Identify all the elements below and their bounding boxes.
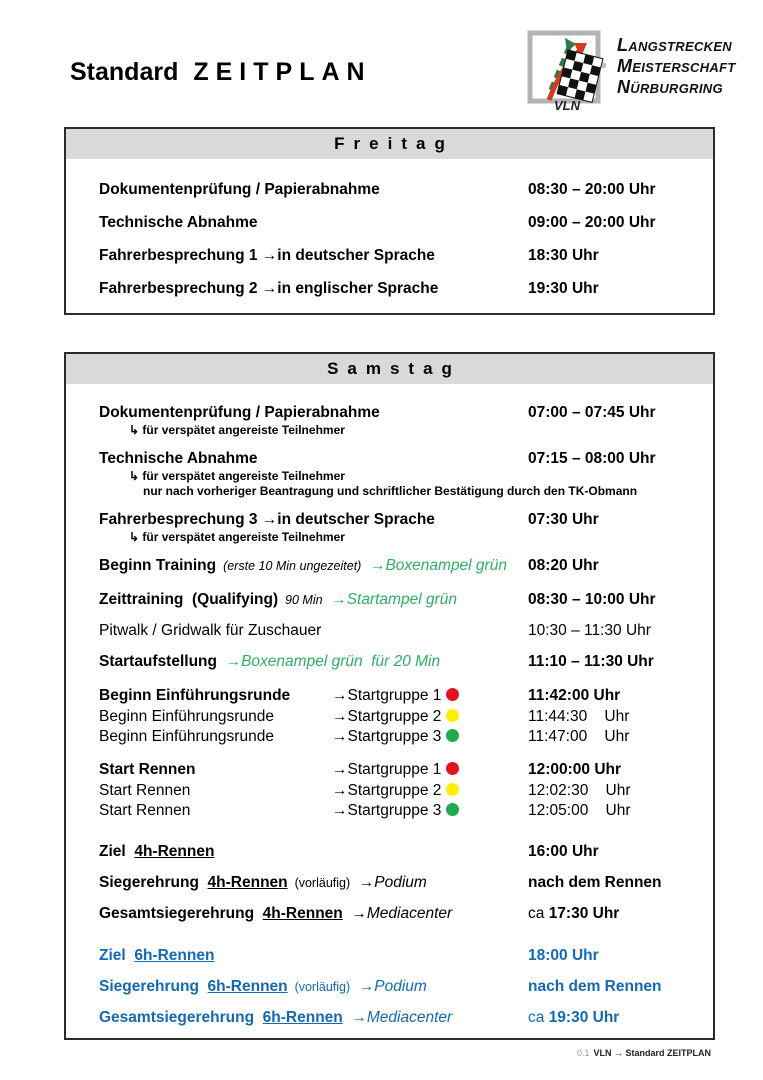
text-segment: Beginn Training (99, 557, 217, 574)
text-segment: Fahrerbesprechung 3 →in deutscher Sprache (99, 511, 435, 528)
event-time (528, 782, 713, 800)
text-segment: Gesamtsiegerehrung (99, 905, 263, 922)
event-time (528, 279, 713, 299)
event-time (528, 590, 713, 610)
logo-wordmark (617, 30, 736, 98)
text-segment: 08:20 Uhr (528, 557, 599, 574)
text-segment: →Podium (350, 978, 427, 995)
text-segment: →Mediacenter (342, 1009, 453, 1026)
text-segment: 18:00 Uhr (528, 947, 599, 964)
text-segment: Siegerehrung (99, 874, 208, 891)
event-label (99, 782, 332, 800)
start-group (332, 760, 528, 780)
event-time (528, 556, 713, 576)
red-light-icon (446, 762, 459, 775)
text-segment: Start Rennen (99, 782, 191, 799)
page-title-left: Standard (70, 58, 179, 86)
text-segment: ca (528, 1009, 549, 1026)
event-label (99, 621, 528, 641)
schedule-note-row (99, 423, 713, 438)
event-time (528, 802, 713, 820)
event-label (99, 510, 528, 530)
text-segment: 11:44:30 Uhr (528, 708, 630, 725)
schedule-row (99, 946, 713, 966)
text-segment: Gesamtsiegerehrung (99, 1009, 263, 1026)
text-segment: 6h-Rennen (262, 1009, 343, 1026)
text-segment: ca (528, 905, 549, 922)
event-label (99, 590, 528, 610)
event-label (99, 403, 528, 423)
event-label (99, 873, 528, 893)
green-light-icon (446, 803, 459, 816)
event-time (528, 652, 713, 672)
text-segment: 6h-Rennen (134, 947, 215, 964)
event-time (528, 1008, 713, 1028)
text-segment: nur nach vorheriger Beantragung und schriftlicher Bestätigung durch den TK-Obmann (143, 484, 638, 498)
schedule-row (99, 782, 713, 800)
text-segment: Beginn Einführungsrunde (99, 728, 274, 745)
section-samstag (64, 352, 715, 1040)
text-segment: →Startgruppe 3 (332, 802, 442, 819)
text-segment: ↳ für verspätet angereiste Teilnehmer (129, 423, 345, 437)
footer-version: 0.1 (576, 1048, 590, 1058)
event-label (99, 213, 528, 233)
text-segment: Siegerehrung (99, 978, 208, 995)
text-segment: 6h-Rennen (207, 978, 288, 995)
event-label (99, 760, 332, 780)
event-label (99, 279, 528, 299)
text-segment: Dokumentenprüfung / Papierabnahme (99, 181, 380, 198)
start-group (332, 802, 528, 820)
text-segment: →Startampel grün (322, 591, 457, 608)
text-segment: 12:00:00 Uhr (528, 761, 622, 778)
text-segment: Technische Abnahme (99, 214, 258, 231)
red-light-icon (446, 688, 459, 701)
footer-label: VLN → Standard ZEITPLAN (593, 1048, 711, 1058)
event-time (528, 213, 713, 233)
text-segment: →Startgruppe 2 (332, 782, 442, 799)
section-freitag-header: Freitag (66, 129, 713, 159)
schedule-row (99, 556, 713, 576)
event-label (99, 946, 528, 966)
event-label (99, 904, 528, 924)
event-time (528, 873, 713, 893)
event-label (99, 977, 528, 997)
text-segment: Pitwalk / Gridwalk für Zuschauer (99, 622, 322, 639)
schedule-row (99, 590, 713, 610)
schedule-row (99, 621, 713, 641)
text-segment: →Startgruppe 3 (332, 728, 442, 745)
text-segment: 4h-Rennen (262, 905, 343, 922)
start-group (332, 728, 528, 746)
text-segment: 08:30 – 20:00 Uhr (528, 181, 656, 198)
section-freitag (64, 127, 715, 315)
event-time (528, 977, 713, 997)
event-label (99, 652, 528, 672)
event-label (99, 246, 528, 266)
text-segment: →Boxenampel grün für 20 Min (216, 653, 441, 670)
text-segment: 11:42:00 Uhr (528, 687, 621, 704)
start-group (332, 686, 528, 706)
logo-line-1: Langstrecken (617, 35, 732, 55)
schedule-row (99, 213, 713, 233)
text-segment: 09:00 – 20:00 Uhr (528, 214, 656, 231)
text-segment: 19:30 Uhr (548, 1009, 620, 1026)
schedule-row (99, 1008, 713, 1028)
schedule-row (99, 510, 713, 530)
event-time (528, 946, 713, 966)
text-segment: 11:10 – 11:30 Uhr (528, 653, 654, 670)
text-segment: →Startgruppe 1 (332, 761, 442, 778)
vln-logo-icon (524, 30, 610, 114)
text-segment: Fahrerbesprechung 1 →in deutscher Sprache (99, 247, 435, 264)
green-light-icon (446, 729, 459, 742)
registered-mark: ® (601, 63, 607, 70)
text-segment: Beginn Einführungsrunde (99, 687, 291, 704)
schedule-row (99, 279, 713, 299)
schedule-row (99, 873, 713, 893)
text-segment: (erste 10 Min ungezeitet) (216, 559, 362, 573)
event-time (528, 510, 713, 530)
text-segment: 4h-Rennen (207, 874, 288, 891)
text-segment: Beginn Einführungsrunde (99, 708, 274, 725)
text-segment: (vorläufig) (287, 980, 351, 994)
schedule-row (99, 652, 713, 672)
text-segment: 12:05:00 Uhr (528, 802, 631, 819)
schedule-row (99, 904, 713, 924)
event-label (99, 802, 332, 820)
text-segment: ↳ für verspätet angereiste Teilnehmer (129, 469, 345, 483)
schedule-row (99, 180, 713, 200)
text-segment: 08:30 – 10:00 Uhr (528, 591, 656, 608)
section-samstag-rows (66, 384, 713, 1028)
page-footer (64, 1048, 711, 1058)
yellow-light-icon (446, 783, 459, 796)
yellow-light-icon (446, 709, 459, 722)
schedule-row (99, 842, 713, 862)
schedule-note-row (99, 530, 713, 545)
page-title-right: ZEITPLAN (193, 58, 372, 86)
text-segment: →Boxenampel grün (361, 557, 507, 574)
event-time (528, 728, 713, 746)
text-segment: Zeittraining (Qualifying) (99, 591, 279, 608)
schedule-row (99, 403, 713, 423)
text-segment: Ziel (99, 947, 135, 964)
text-segment: →Mediacenter (342, 905, 453, 922)
text-segment: Technische Abnahme (99, 450, 258, 467)
text-segment: nach dem Rennen (528, 978, 662, 995)
schedule-row (99, 449, 713, 469)
text-segment: Dokumentenprüfung / Papierabnahme (99, 404, 380, 421)
page-title (70, 58, 372, 87)
event-label (99, 686, 332, 706)
event-time (528, 842, 713, 862)
logo-line-2: Meisterschaft (617, 56, 736, 76)
text-segment: 18:30 Uhr (528, 247, 599, 264)
text-segment: 07:00 – 07:45 Uhr (528, 404, 656, 421)
event-time (528, 449, 713, 469)
text-segment: 07:30 Uhr (528, 511, 599, 528)
start-group (332, 708, 528, 726)
event-time (528, 621, 713, 641)
text-segment: →Podium (350, 874, 427, 891)
event-label (99, 728, 332, 746)
text-segment: nach dem Rennen (528, 874, 662, 891)
event-time (528, 904, 713, 924)
start-group (332, 782, 528, 800)
event-label (99, 556, 528, 576)
text-segment: ↳ für verspätet angereiste Teilnehmer (129, 530, 345, 544)
event-time (528, 708, 713, 726)
text-segment: 11:47:00 Uhr (528, 728, 630, 745)
text-segment: →Startgruppe 1 (332, 687, 442, 704)
event-label (99, 180, 528, 200)
text-segment: (vorläufig) (287, 876, 351, 890)
text-segment: 19:30 Uhr (528, 280, 599, 297)
schedule-row (99, 802, 713, 820)
event-time (528, 246, 713, 266)
text-segment: Ziel (99, 843, 135, 860)
schedule-row (99, 246, 713, 266)
schedule-row (99, 977, 713, 997)
event-time (528, 403, 713, 423)
event-time (528, 180, 713, 200)
schedule-row (99, 686, 713, 706)
text-segment: 4h-Rennen (134, 843, 215, 860)
text-segment: 90 Min (278, 593, 323, 607)
vln-logo (524, 30, 736, 114)
schedule-note-row (99, 469, 713, 484)
schedule-row (99, 708, 713, 726)
logo-line-3: Nürburgring (617, 77, 723, 97)
event-time (528, 686, 713, 706)
event-label (99, 842, 528, 862)
text-segment: 16:00 Uhr (528, 843, 599, 860)
event-label (99, 449, 528, 469)
text-segment: →Startgruppe 2 (332, 708, 442, 725)
text-segment: Startaufstellung (99, 653, 217, 670)
section-samstag-header: Samstag (66, 354, 713, 384)
text-segment: 12:02:30 Uhr (528, 782, 631, 799)
event-label (99, 708, 332, 726)
event-label (99, 1008, 528, 1028)
event-time (528, 760, 713, 780)
vln-logo-acronym: VLN (554, 98, 580, 113)
text-segment: 17:30 Uhr (548, 905, 620, 922)
text-segment: 07:15 – 08:00 Uhr (528, 450, 656, 467)
schedule-row (99, 760, 713, 780)
text-segment: Start Rennen (99, 761, 196, 778)
text-segment: 10:30 – 11:30 Uhr (528, 622, 651, 639)
text-segment: Start Rennen (99, 802, 191, 819)
schedule-row (99, 728, 713, 746)
section-freitag-rows (66, 159, 713, 299)
text-segment: Fahrerbesprechung 2 →in englischer Sprache (99, 280, 439, 297)
schedule-note-row (99, 484, 713, 499)
